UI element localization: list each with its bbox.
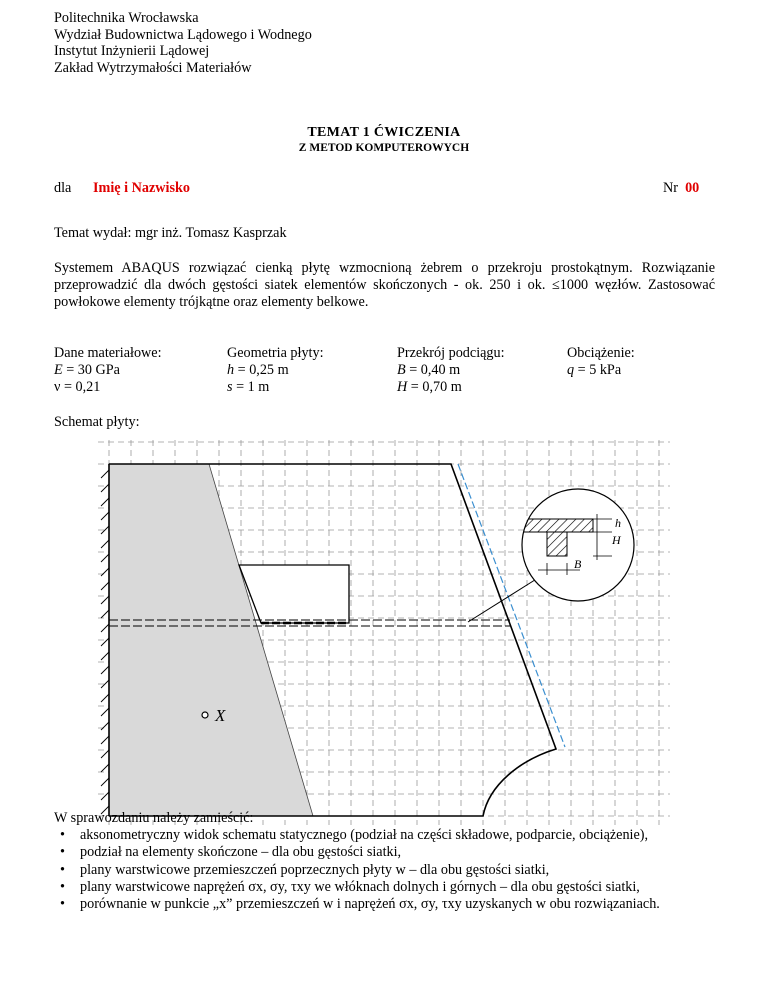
issued-by: Temat wydał: mgr inż. Tomasz Kasprzak [54, 225, 287, 241]
report-list [54, 827, 660, 913]
detail-leader [468, 578, 538, 622]
section-h: H = 0,70 m [397, 379, 462, 395]
header-line: Politechnika Wrocławska [54, 10, 199, 26]
list-item: • plany warstwicowe przemieszczeń poprzecznych płyty w – dla obu gęstości siatki, [54, 862, 660, 879]
list-item: • podział na elementy skończone – dla obu gęstości siatki, [54, 844, 660, 861]
geometry-h: h = 0,25 m [227, 362, 289, 378]
page-subtitle: Z METOD KOMPUTEROWYCH [298, 142, 470, 154]
assignee-name: Imię i Nazwisko [93, 180, 190, 196]
list-item: • aksonometryczny widok schematu statycznego (podział na części składowe, podparcie, obciążenie), [54, 827, 660, 844]
header-line: Zakład Wytrzymałości Materiałów [54, 59, 252, 76]
geometry-heading: Geometria płyty: [227, 345, 324, 361]
load-heading: Obciążenie: [567, 345, 635, 361]
header-line: Instytut Inżynierii Lądowej [54, 43, 210, 59]
point-x-label: X [215, 706, 226, 725]
assignee-prefix: dla [54, 180, 72, 196]
dim-h-label: h [615, 516, 621, 530]
dim-B-label: B [574, 557, 582, 571]
section-b: B = 0,40 m [397, 362, 461, 378]
task-description: Systemem ABAQUS rozwiązać cienką płytę wzmocnioną żebrem o przekroju prostokątnym. Rozwiązanie przeprowadzić dla dwóch gęstości siatek elementów skończonych - ok. 250 i ok. ≤1000 węzłów. Zastosować powłokowe elementy trójkątne oraz elementy belkowe. [54, 260, 715, 310]
list-item: • porównanie w punkcie „x” przemieszczeń w i naprężeń σx, σy, τxy uzyskanych w obu rozwiązaniach. [54, 896, 660, 913]
report-heading: W sprawozdaniu należy zamieścić: [54, 810, 254, 826]
section-heading: Przekrój podciągu: [397, 345, 505, 361]
schema-label: Schemat płyty: [54, 414, 140, 430]
number-value: 00 [685, 180, 700, 196]
dim-H-label: H [612, 533, 621, 547]
plate-opening [239, 565, 349, 623]
page-title: TEMAT 1 ĆWICZENIA [307, 125, 461, 140]
load-q: q = 5 kPa [567, 362, 622, 378]
list-item: • plany warstwicowe naprężeń σx, σy, τxy we włóknach dolnych i górnych – dla obu gęstości siatki, [54, 879, 660, 896]
material-heading: Dane materiałowe: [54, 345, 162, 361]
material-nu: ν = 0,21 [54, 379, 101, 395]
material-e: E = 30 GPa [54, 362, 120, 378]
geometry-s: s = 1 m [227, 379, 270, 395]
point-x-marker [202, 712, 208, 718]
header-line: Wydział Budownictwa Lądowego i Wodnego [54, 26, 312, 43]
number-label: Nr [663, 180, 678, 196]
